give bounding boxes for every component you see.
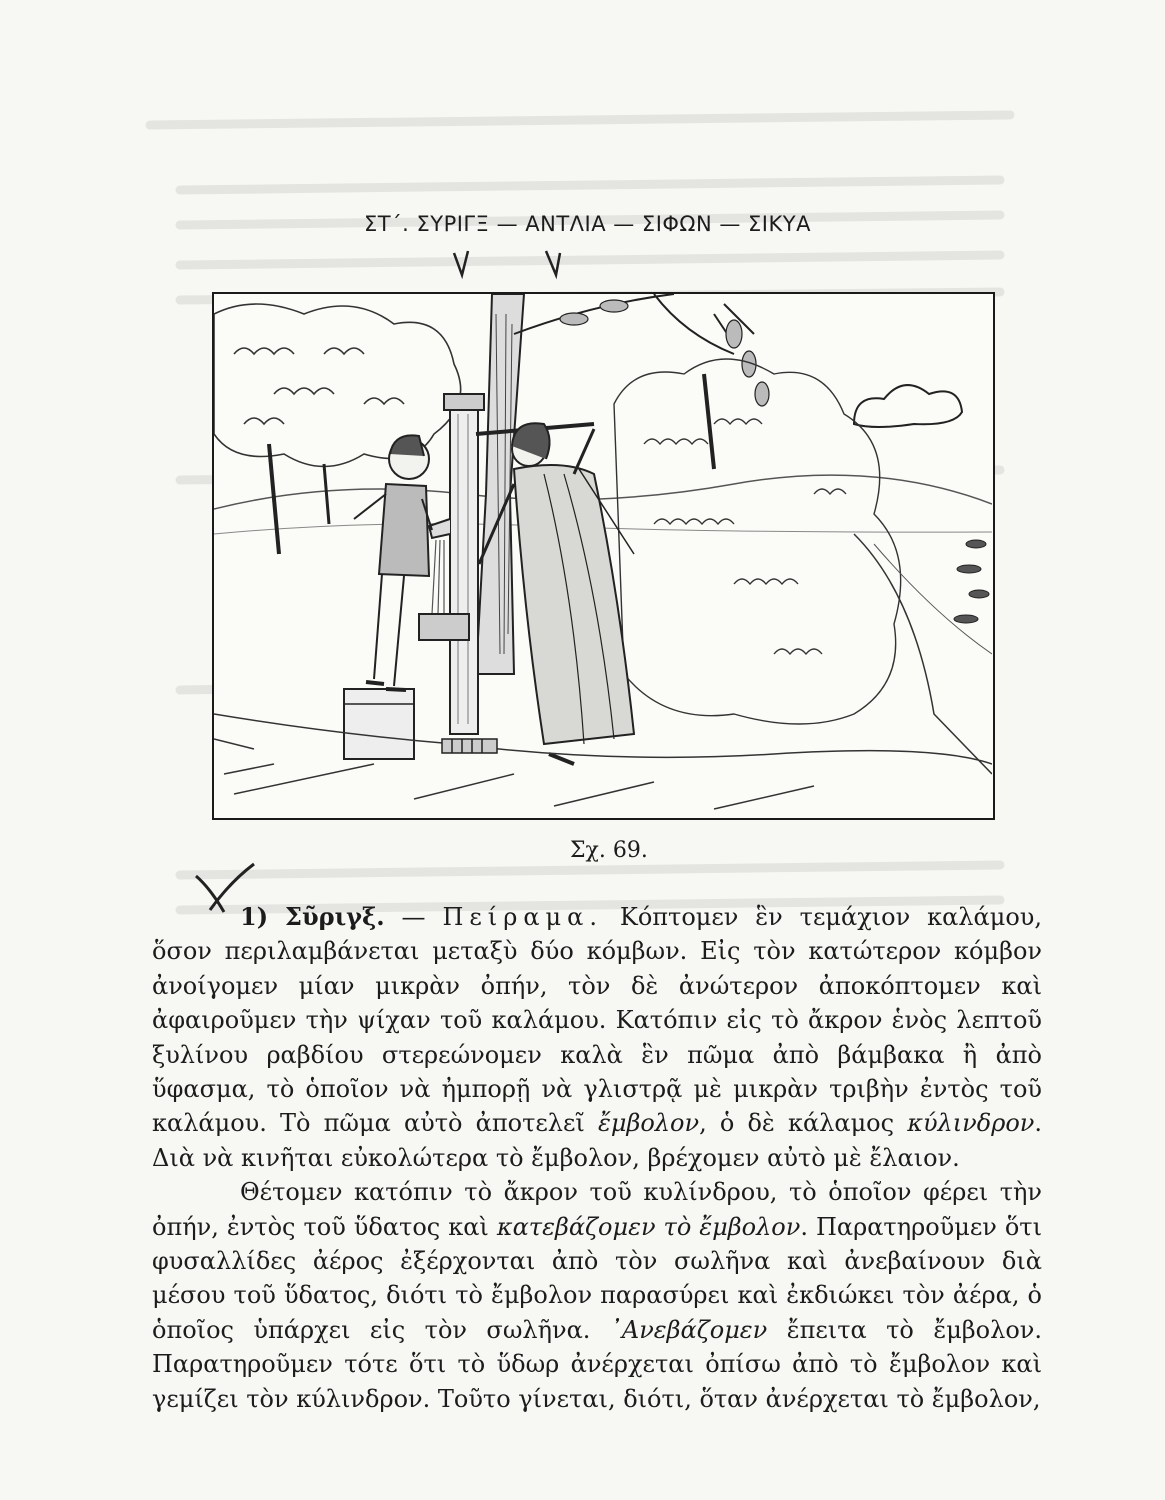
pump-illustration: [212, 292, 995, 820]
item-term: Σῦριγξ.: [284, 902, 385, 931]
right-bushes: [614, 359, 901, 724]
paragraph2-text-a: Θέτομεν κατόπιν τὸ ἄκρον τοῦ κυλίνδρου, τὸ ὁποῖον φέρει τὴν ὀπήν, ἐντὸς τοῦ ὕδατος καὶ: [152, 1178, 1042, 1241]
paragraph1-em-2: κύλινδρον: [907, 1109, 1035, 1138]
paragraph-syringe-experiment: [152, 900, 1042, 1175]
item-dash: —: [384, 903, 443, 931]
paragraph1-text-a: Κόπτομεν ἓν τεμάχιον καλάμου, ὅσον περιλαμβάνεται μεταξὺ δύο κόμβων. Εἰς τὸν κατώτερον κόμβον ἀνοίγομεν μίαν μικρὰν ὀπήν, τὸν δὲ ἀνώτερον ἀποκόπτομεν καὶ ἀφαιροῦμεν τὴν ψίχαν τοῦ καλάμου. Κατόπιν εἰς τὸ ἄκρον ἑνὸς λεπτοῦ ξυλίνου ραβδίου στερεώνομεν καλὰ ἓν πῶμα ἀπὸ βάμβακα ἢ ἀπὸ ὕφασμα, τὸ ὁποῖον νὰ ἠμπορῇ νὰ γλιστρᾷ μὲ μικρὰν τριβὴν ἐντὸς τοῦ καλάμου. Τὸ πῶμα αὐτὸ ἀποτελεῖ: [152, 903, 1042, 1138]
body-text: [152, 900, 1042, 1416]
paragraph2-text-b: . Παρατηροῦμεν ὅτι φυσαλλίδες ἀέρος ἐξέρχονται ἀπὸ τὸν σωλῆνα καὶ ἀνεβαίνουν διὰ μέσου τοῦ ὕδατος, διότι τὸ ἔμβολον παρασύρει καὶ ἐκδιώκει τὸν ἀέρα, ὁ ὁποῖος ὑπάρχει εἰς τὸν σωλῆνα.: [152, 1212, 1042, 1344]
item-number: 1): [240, 902, 269, 931]
paragraph2-em-1: κατεβάζομεν τὸ ἔμβολον: [496, 1212, 801, 1241]
left-tree: [214, 304, 461, 467]
boy-figure: [354, 435, 432, 690]
paragraph2-em-2: ᾿Ανεβάζομεν: [609, 1315, 768, 1344]
section-heading: ΣΤ΄. ΣΥΡΙΓΞ — ΑΝΤΛΙΑ — ΣΙΦΩΝ — ΣΙΚΥΑ: [364, 212, 811, 236]
paragraph1-em-1: ἔμβολον: [598, 1109, 700, 1138]
paragraph1-text-c: . Διὰ νὰ κινῆται εὐκολώτερα τὸ ἔμβολον, βρέχομεν αὐτὸ μὲ ἔλαιον.: [152, 1109, 1042, 1172]
paragraph-observation: [152, 1175, 1042, 1416]
experiment-label: Πείραμα.: [442, 903, 603, 931]
pencil-checkmarks: [448, 245, 588, 281]
paragraph2-text-c: ἔπειτα τὸ ἔμβολον. Παρατηροῦμεν τότε ὅτι τὸ ὕδωρ ἀνέρχεται ὀπίσω ἀπὸ τὸ ἔμβολον καὶ γεμίζει τὸν κύλινδρον. Τοῦτο γίνεται, διότι, ὅταν ἀνέρχεται τὸ ἔμβολον,: [152, 1315, 1042, 1413]
figure-caption: Σχ. 69.: [570, 838, 648, 863]
paragraph1-text-b: , ὁ δὲ κάλαμος: [699, 1109, 908, 1138]
